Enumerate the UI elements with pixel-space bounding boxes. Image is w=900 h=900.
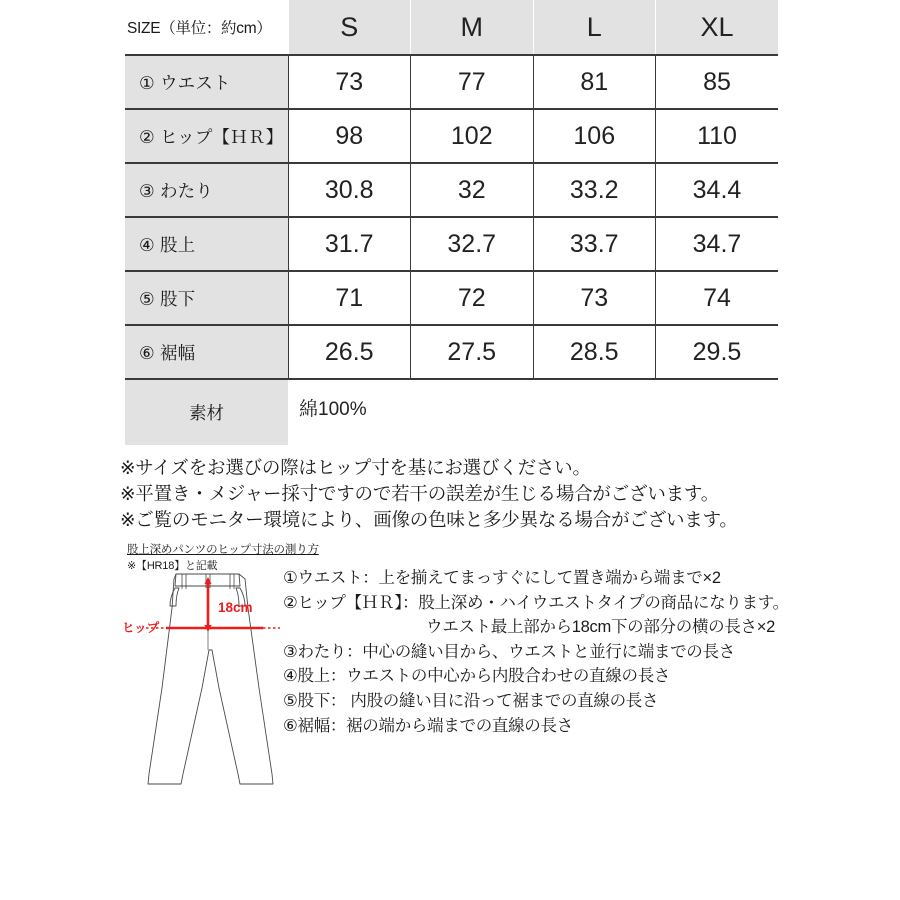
measure-item-hem: ⑥裾幅：裾の端から端までの直線の長さ	[283, 716, 573, 735]
cell-hem-m: 27.5	[411, 325, 534, 379]
row-label-rise: ④ 股上	[125, 217, 288, 271]
measure-item-thigh: ③わたり：中心の縫い目から、ウエストと並行に端までの長さ	[283, 642, 735, 661]
note-line: ※平置き・メジャー採寸ですので若干の誤差が生じる場合がございます。	[120, 483, 720, 504]
cell-thigh-l: 33.2	[533, 163, 656, 217]
cell-rise-xl: 34.7	[656, 217, 779, 271]
table-row	[125, 217, 778, 271]
table-row-material	[125, 379, 778, 445]
cell-waist-xl: 85	[656, 55, 779, 109]
column-header-xl: XL	[656, 0, 779, 55]
column-header-l: L	[533, 0, 656, 55]
measure-item-hip-detail: ウエスト最上部から18cm下の部分の横の長さ×2	[426, 618, 775, 637]
notes-block	[120, 455, 820, 533]
size-chart-table	[125, 0, 778, 445]
table-row	[125, 271, 778, 325]
column-header-s: S	[288, 0, 411, 55]
row-label-hem: ⑥ 裾幅	[125, 325, 288, 379]
measure-item-inseam: ⑤股下： 内股の縫い目に沿って裾までの直線の長さ	[283, 691, 659, 710]
diagram-heading: 股上深めパンツのヒップ寸法の測り方	[127, 544, 319, 556]
pants-diagram	[120, 568, 295, 813]
row-label-material: 素材	[125, 379, 288, 445]
table-row	[125, 163, 778, 217]
table-row	[125, 325, 778, 379]
measure-item-waist: ①ウエスト：上を揃えてまっすぐにして置き端から端まで×2	[283, 569, 721, 587]
cell-inseam-m: 72	[411, 271, 534, 325]
depth-label: 18cm	[218, 600, 253, 615]
cell-thigh-m: 32	[411, 163, 534, 217]
measurement-instructions-list	[283, 566, 843, 738]
pants-outline-icon	[148, 574, 273, 784]
cell-waist-s: 73	[288, 55, 411, 109]
cell-inseam-l: 73	[533, 271, 656, 325]
note-line: ※ご覧のモニター環境により、画像の色味と多少異なる場合がございます。	[120, 509, 738, 530]
table-header-row	[125, 0, 778, 55]
cell-hem-l: 28.5	[533, 325, 656, 379]
row-label-hip: ② ヒップ【ＨＲ】	[125, 109, 288, 163]
cell-rise-m: 32.7	[411, 217, 534, 271]
row-label-waist: ① ウエスト	[125, 55, 288, 109]
cell-inseam-s: 71	[288, 271, 411, 325]
size-unit-label: SIZE（単位：約cm）	[125, 0, 288, 55]
cell-thigh-xl: 34.4	[656, 163, 779, 217]
cell-thigh-s: 30.8	[288, 163, 411, 217]
hip-label: ヒップ	[122, 621, 160, 635]
cell-waist-m: 77	[411, 55, 534, 109]
cell-rise-s: 31.7	[288, 217, 411, 271]
table-row	[125, 55, 778, 109]
cell-hem-s: 26.5	[288, 325, 411, 379]
measure-item-hip: ②ヒップ【ＨＲ】：股上深め・ハイウエストタイプの商品になります。	[283, 593, 789, 612]
note-line: ※サイズをお選びの際はヒップ寸を基にお選びください。	[120, 457, 591, 478]
cell-hip-xl: 110	[656, 109, 779, 163]
row-label-inseam: ⑤ 股下	[125, 271, 288, 325]
cell-inseam-xl: 74	[656, 271, 779, 325]
cell-hip-s: 98	[288, 109, 411, 163]
cell-material-value: 綿100%	[288, 379, 778, 445]
column-header-m: M	[411, 0, 534, 55]
cell-rise-l: 33.7	[533, 217, 656, 271]
measure-item-rise: ④股上：ウエストの中心から内股合わせの直線の長さ	[283, 667, 671, 686]
diagram-subheading: ※【HR18】と記載	[127, 560, 218, 572]
cell-waist-l: 81	[533, 55, 656, 109]
table-row	[125, 109, 778, 163]
cell-hip-l: 106	[533, 109, 656, 163]
row-label-thigh: ③ わたり	[125, 163, 288, 217]
cell-hem-xl: 29.5	[656, 325, 779, 379]
cell-hip-m: 102	[411, 109, 534, 163]
